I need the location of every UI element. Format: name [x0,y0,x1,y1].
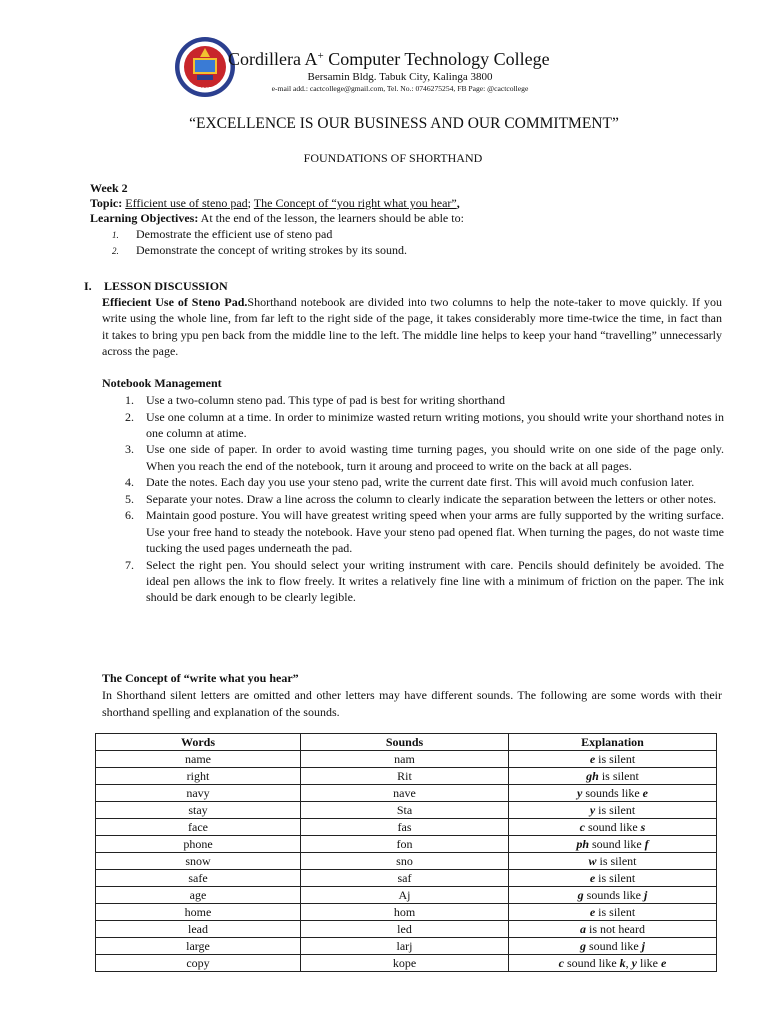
notebook-management [102,375,724,606]
explanation-segment: y [589,802,596,817]
seal-year: 2007 [198,87,212,93]
section-heading: I. LESSON DISCUSSION [84,279,228,293]
list-item: 6. Maintain good posture. You will have greatest writing speed when your arms are fully supported by the writing surface. Use your free hand to steady the notebook. Have your steno pad opened flat. When turning the pages, do not waste time tucking the used pages underneath the pad. [125,508,724,556]
table-row [96,887,717,904]
table-row [96,870,717,887]
explanation-segment: e [661,955,667,970]
words-table [95,733,717,972]
college-address: Bersamin Bldg. Tabuk City, Kalinga 3800 [307,71,493,83]
table-row [96,768,717,785]
explanation-segment: c [579,819,585,834]
explanation-cell [509,785,717,802]
explanation-cell [509,921,717,938]
explanation-cell [509,904,717,921]
sound-cell: kope [301,955,509,972]
sound-cell: Aj [301,887,509,904]
letterhead [0,30,768,100]
topic-part-1: Efficient use of steno pad [125,196,248,210]
explanation-segment: is not heard [586,921,645,936]
subject-title: FOUNDATIONS OF SHORTHAND [303,151,483,165]
sound-cell: hom [301,904,509,921]
explanation-segment: ph [576,836,589,851]
explanation-segment: y [577,785,583,800]
explanation-segment: sounds like [582,785,643,800]
sound-cell: fon [301,836,509,853]
explanation-segment: sounds like [583,887,644,902]
explanation-segment: is silent [595,751,636,766]
table-row [96,938,717,955]
explanation-segment: j [641,938,645,953]
topic-part-2: The Concept of “you right what you hear” [253,196,457,210]
explanation-cell [509,819,717,836]
sound-cell: led [301,921,509,938]
explanation-segment: y [631,955,637,970]
table-row [96,955,717,972]
word-cell: face [96,819,301,836]
explanation-segment: is silent [595,904,636,919]
list-item: 5. Separate your notes. Draw a line across the column to clearly indicate the separation between the letters or other notes. [125,491,717,506]
explanation-cell [509,751,717,768]
word-cell: safe [96,870,301,887]
word-cell: lead [96,921,301,938]
explanation-segment: j [644,887,648,902]
column-header: Explanation [509,734,717,751]
word-cell: home [96,904,301,921]
sound-cell: nave [301,785,509,802]
table-row [96,785,717,802]
explanation-segment: e [589,870,596,885]
table-body [96,751,717,972]
column-header: Sounds [301,734,509,751]
word-cell: snow [96,853,301,870]
explanation-segment: sound like [585,938,642,953]
word-cell: large [96,938,301,955]
sound-cell: Sta [301,802,509,819]
week-label: Week 2 [90,181,128,195]
topic-line: Topic: Efficient use of steno pad; The Concept of “you right what you hear”, [90,196,460,210]
list-item: 7. Select the right pen. You should select your writing instrument with care. Pencils should definitely be avoided. The ideal pen allows the ink to flow freely. It writes a relatively fine line with a minimum of friction on the paper. The ink should be dark enough to be clearly legible. [125,557,724,605]
week-info [90,181,730,258]
explanation-cell [509,887,717,904]
explanation-segment: sound like [564,955,620,970]
sound-cell: larj [301,938,509,955]
explanation-cell [509,802,717,819]
sound-cell: Rit [301,768,509,785]
explanation-segment: w [588,853,597,868]
explanation-cell [509,870,717,887]
sound-cell: fas [301,819,509,836]
explanation-cell [509,853,717,870]
lesson-paragraph: Effiecient Use of Steno Pad.Shorthand notebook are divided into two columns to help the note-taker to move quickly. If you write using the whole line, from far left to the right side of the page, it takes considerably more time-twice the time, in fact than it takes to bring ypu pen back from the middle line to the left. The middle line helps to keep your hand “travelling” unnecessarly across the page. [102,295,722,359]
explanation-segment: like [637,955,661,970]
explanation-segment: e [589,904,596,919]
explanation-segment: is silent [595,802,636,817]
explanation-segment: g [577,887,584,902]
explanation-segment: e [642,785,648,800]
table-row [96,921,717,938]
word-cell: stay [96,802,301,819]
explanation-segment: , [625,955,632,970]
notebook-list [102,392,724,606]
explanation-segment: is silent [595,870,636,885]
table-row [96,751,717,768]
table-row [96,802,717,819]
list-item: 3. Use one side of paper. In order to avoid wasting time turning pages, you should write on one side of the page only. When you reach the end of the notebook, turn it aroung and proceed to write on the back at all pages. [125,442,724,473]
table-row [96,904,717,921]
word-cell: age [96,887,301,904]
list-item: 1. Use a two-column steno pad. This type of pad is best for writing shorthand [125,393,506,407]
table-header-row [96,734,717,751]
list-item: 2. Use one column at a time. In order to minimize wasted return writing motions, you should write your shorthand notes in one column at atime. [125,409,724,440]
college-contact: e-mail add.: cactcollege@gmail.com, Tel. No.: 0746275254, FB Page: @cactcollege [271,84,529,93]
explanation-segment: gh [586,768,599,783]
concept-paragraph: In Shorthand silent letters are omitted and other letters may have different sounds. The following are some words with their shorthand spelling and explanation of the sounds. [102,688,722,719]
table-row [96,819,717,836]
table-row [96,836,717,853]
objective-item: 1. Demostrate the efficient use of steno pad [112,227,333,241]
explanation-segment: sound like [589,836,645,851]
concept-title: The Concept of “write what you hear” [102,671,299,685]
objectives-line: Learning Objectives: At the end of the lesson, the learners should be able to: [90,211,464,225]
word-cell: navy [96,785,301,802]
objective-item: 2. Demonstrate the concept of writing strokes by its sound. [112,243,407,257]
explanation-segment: a [580,921,586,936]
explanation-cell [509,836,717,853]
explanation-segment: g [579,938,586,953]
column-header: Words [96,734,301,751]
explanation-segment: e [589,751,596,766]
explanation-segment: f [644,836,649,851]
word-cell: name [96,751,301,768]
list-item: 4. Date the notes. Each day you use your steno pad, write the current date first. This will avoid much confusion later. [125,475,695,490]
objectives-list [112,226,730,258]
concept-section [102,670,722,721]
sound-cell: sno [301,853,509,870]
explanation-segment: c [558,955,564,970]
explanation-cell [509,938,717,955]
word-cell: right [96,768,301,785]
explanation-segment: is silent [596,853,637,868]
word-cell: copy [96,955,301,972]
notebook-title: Notebook Management [102,376,222,390]
explanation-segment: k [619,955,626,970]
explanation-cell [509,955,717,972]
word-cell: phone [96,836,301,853]
explanation-segment: s [640,819,646,834]
sound-cell: saf [301,870,509,887]
explanation-cell [509,768,717,785]
motto: “EXCELLENCE IS OUR BUSINESS AND OUR COMMITMENT” [189,115,619,132]
explanation-segment: is silent [598,768,639,783]
explanation-segment: sound like [584,819,641,834]
sound-cell: nam [301,751,509,768]
table-row [96,853,717,870]
college-name: Cordillera A+ Computer Technology College [228,49,550,69]
lesson-discussion [84,279,734,360]
